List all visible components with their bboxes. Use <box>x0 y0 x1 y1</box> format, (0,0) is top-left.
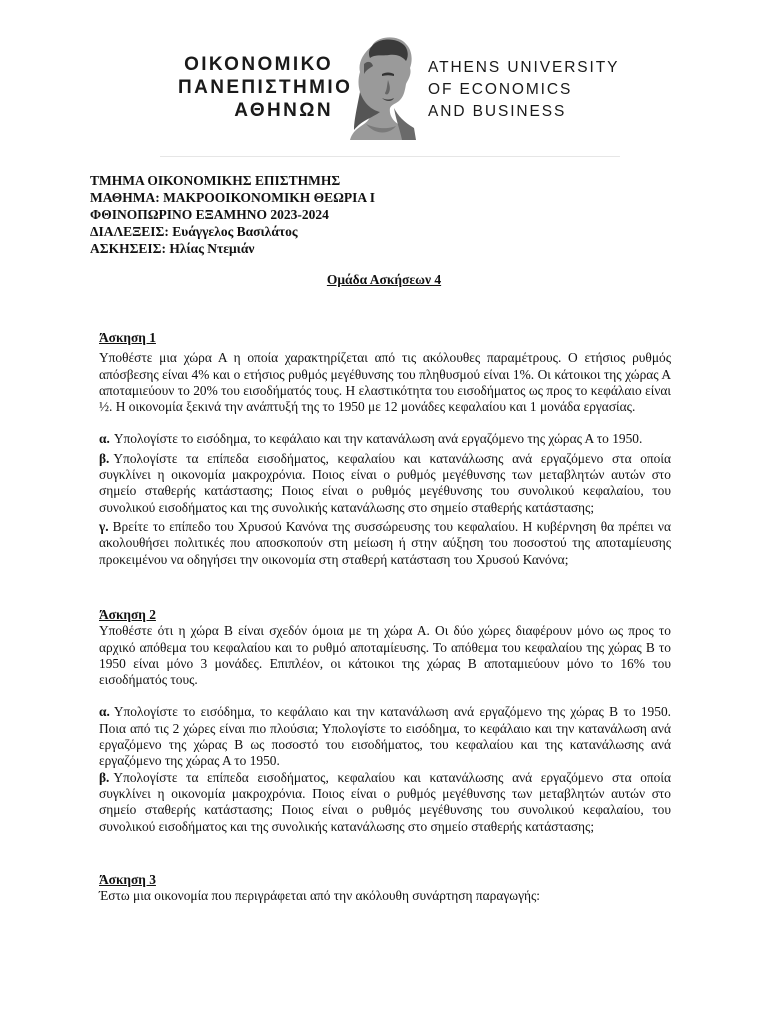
logo-english-text <box>428 57 619 123</box>
header-divider <box>160 156 620 157</box>
exercise-1-part-a <box>99 431 671 447</box>
part-text: Υπολογίστε τα επίπεδα εισοδήματος, κεφαλαίου και κατανάλωσης ανά εργαζόμενο στα οποία συγκλίνει η οικονομία μακροχρόνια. Ποιος είναι ο ρυθμός μεγέθυνσης των μεταβλητών αυτών στο σημείο σταθερής κατάστασης; Ποιος είναι ο ρυθμός μεγέθυνσης του συνολικού κεφαλαίου, του συνολικού εισοδήματος και της συνολικής κατανάλωσης στο σημείο σταθερής κατάστασης; <box>99 769 671 834</box>
part-label: α. <box>99 704 110 720</box>
exercise-2 <box>99 607 671 835</box>
logo-english-line: OF ECONOMICS <box>428 81 573 98</box>
part-text: Υπολογίστε το εισόδημα, το κεφάλαιο και την κατανάλωση ανά εργαζόμενο της χώρας Β το 1950. Ποια από τις 2 χώρες είναι πιο πλούσια; Υπολογίστε το εισόδημα, το κεφάλαιο και την κατανάλωση ανά εργαζόμενο της χώρας Β ως ποσοστό του εισοδήματος, του κεφαλαίου και της κατανάλωσης ανά εργαζόμενο της χώρας Α το 1950. <box>99 704 671 769</box>
semester-line: ΦΘΙΝΟΠΩΡΙΝΟ ΕΞΑΜΗΝΟ 2023-2024 <box>90 207 329 222</box>
course-info <box>90 172 375 257</box>
hermes-bust-logo <box>342 34 422 140</box>
logo-greek-line: ΑΘΗΝΩΝ <box>234 100 333 121</box>
part-text: Υπολογίστε το εισόδημα, το κεφάλαιο και την κατανάλωση ανά εργαζόμενο της χώρας Α το 1950. <box>113 431 643 447</box>
exercise-3 <box>99 872 671 905</box>
exercise-2-part-b <box>99 770 671 835</box>
part-label: β. <box>99 450 110 466</box>
course-line: ΜΑΘΗΜΑ: ΜΑΚΡΟΟΙΚΟΝΟΜΙΚΗ ΘΕΩΡΙΑ Ι <box>90 190 376 205</box>
university-header <box>0 0 768 160</box>
exercise-1-part-c <box>99 519 671 568</box>
logo-greek-line: ΠΑΝΕΠΙΣΤΗΜΙΟ <box>178 77 353 98</box>
exercise-2-intro: Υποθέστε ότι η χώρα Β είναι σχεδόν όμοια με τη χώρα Α. Οι δύο χώρες διαφέρουν μόνο ως προς το αρχικό απόθεμα του κεφαλαίου και το ρυθμό αποταμίευσης. Το απόθεμα του κεφαλαίου της χώρας Β το 1950 είναι μόνο 3 μονάδες. Επιπλέον, οι κάτοικοι της χώρας Β αποταμιεύουν μόνο το 16% του εισοδήματός τους. <box>99 623 671 688</box>
part-label: β. <box>99 769 110 785</box>
logo-english-line: AND BUSINESS <box>428 103 567 120</box>
logo-greek-text <box>178 53 353 122</box>
logo-greek-line: ΟΙΚΟΝΟΜΙΚΟ <box>184 54 333 75</box>
exercise-3-intro: Έστω μια οικονομία που περιγράφεται από την ακόλουθη συνάρτηση παραγωγής: <box>99 888 541 904</box>
part-label: α. <box>99 431 110 447</box>
exercise-set-title: Ομάδα Ασκήσεων 4 <box>326 272 442 287</box>
exercise-2-title: Άσκηση 2 <box>99 607 156 622</box>
part-text: Υπολογίστε τα επίπεδα εισοδήματος, κεφαλαίου και κατανάλωσης ανά εργαζόμενο στα οποία συγκλίνει η οικονομία μακροχρόνια. Ποιος είναι ο ρυθμός μεγέθυνσης των μεταβλητών αυτών στο σημείο σταθερής κατάστασης; Ποιος είναι ο ρυθμός μεγέθυνσης του συνολικού κεφαλαίου, του συνολικού εισοδήματος και της συνολικής κατανάλωσης στο σημείο σταθερής κατάστασης; <box>99 450 671 515</box>
exercise-1-intro: Υποθέστε μια χώρα Α η οποία χαρακτηρίζεται από τις ακόλουθες παραμέτρους. Ο ετήσιος ρυθμός απόσβεσης είναι 4% και ο ετήσιος ρυθμός μεγέθυνσης του πληθυσμού είναι 1%. Οι κάτοικοι της χώρας Α αποταμιεύουν το 20% του εισοδήματός τους. Η ελαστικότητα του εισοδήματος ως προς το κεφάλαιο είναι ½. Η οικονομία ξεκινά την ανάπτυξή της το 1950 με 12 μονάδες κεφαλαίου και 1 μονάδα εργασίας. <box>99 350 671 415</box>
department-line: ΤΜΗΜΑ ΟΙΚΟΝΟΜΙΚΗΣ ΕΠΙΣΤΗΜΗΣ <box>90 173 341 188</box>
exercise-3-title: Άσκηση 3 <box>99 872 156 887</box>
exercise-1-title: Άσκηση 1 <box>99 330 156 345</box>
logo-english-line: ATHENS UNIVERSITY <box>428 59 620 76</box>
exercise-2-part-a <box>99 704 671 769</box>
lectures-line: ΔΙΑΛΕΞΕΙΣ: Ευάγγελος Βασιλάτος <box>90 224 298 239</box>
part-text: Βρείτε το επίπεδο του Χρυσού Κανόνα της συσσώρευσης του κεφαλαίου. Η κυβέρνηση θα πρέπει να ακολουθήσει πολιτικές που αποσκοπούν στη μείωση ή στην αύξηση του ποσοστού της αποταμίευσης προκειμένου να οδηγήσει την οικονομία στη σταθερή κατάσταση του Χρυσού Κανόνα; <box>99 518 671 567</box>
exercises-line: ΑΣΚΗΣΕΙΣ: Ηλίας Ντεμιάν <box>90 241 255 256</box>
part-label: γ. <box>99 518 109 534</box>
exercise-1-part-b <box>99 451 671 516</box>
exercise-1 <box>99 330 671 568</box>
